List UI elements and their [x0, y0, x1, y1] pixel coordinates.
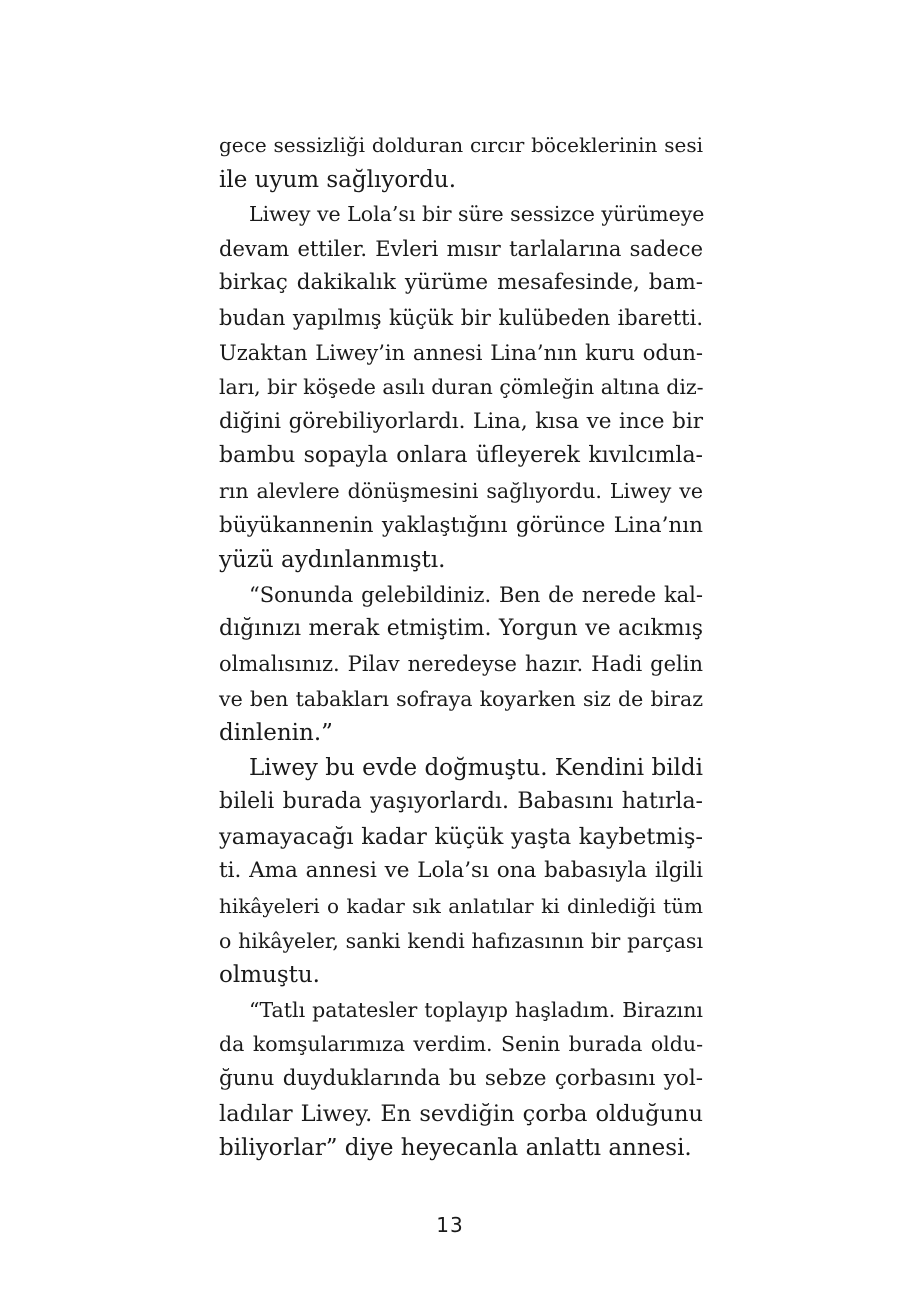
- text-line: “Tatlı patatesler toplayıp haşladım. Birazını: [249, 997, 703, 1022]
- text-line: birkaç dakikalık yürüme mesafesinde, bam-: [219, 270, 703, 296]
- text-line: biliyorlar” diye heyecanla anlattı annesi.: [219, 1135, 692, 1162]
- text-line: ile uyum sağlıyordu.: [219, 166, 457, 193]
- text-line: o hikâyeler, sanki kendi hafızasının bir parçası: [219, 928, 703, 953]
- text-line: Uzaktan Liwey’in annesi Lina’nın kuru odun-: [219, 340, 703, 365]
- text-line: diğini görebiliyorlardı. Lina, kısa ve ince bir: [219, 408, 703, 434]
- text-line: Liwey bu evde doğmuştu. Kendini bildi: [249, 754, 703, 781]
- text-line: bambu sopayla onlara üfleyerek kıvılcımla-: [219, 443, 703, 469]
- text-line: olmuştu.: [219, 962, 320, 989]
- text-line: bileli burada yaşıyorlardı. Babasını hatırla-: [219, 789, 703, 815]
- text-line: budan yapılmış küçük bir kulübeden ibaretti.: [219, 305, 703, 330]
- page-number: 13: [436, 1213, 464, 1237]
- text-line: büyükannenin yaklaştığını görünce Lina’nın: [219, 512, 703, 538]
- body-text: [219, 128, 703, 1166]
- text-line: “Sonunda gelebildiniz. Ben de nerede kal-: [249, 582, 703, 607]
- text-line: hikâyeleri o kadar sık anlatılar ki dinlediği tüm: [219, 894, 703, 919]
- text-line: Liwey ve Lola’sı bir süre sessizce yürümeye: [249, 202, 705, 227]
- text-line: ve ben tabakları sofraya koyarken siz de biraz: [219, 686, 703, 711]
- text-line: ğunu duyduklarında bu sebze çorbasını yol-: [219, 1066, 703, 1092]
- text-line: ladılar Liwey. En sevdiğin çorba olduğunu: [219, 1100, 703, 1127]
- text-line: da komşularımıza verdim. Senin burada oldu-: [219, 1032, 703, 1057]
- text-line: dinlenin.”: [219, 720, 333, 747]
- text-line: ti. Ama annesi ve Lola’sı ona babasıyla ilgili: [219, 858, 703, 884]
- text-line: rın alevlere dönüşmesini sağlıyordu. Liwey ve: [219, 478, 703, 503]
- text-line: yamayacağı kadar küçük yaşta kaybetmiş-: [219, 823, 703, 850]
- text-line: devam ettiler. Evleri mısır tarlalarına sadece: [219, 236, 703, 261]
- text-line: dığınızı merak etmiştim. Yorgun ve acıkmış: [219, 616, 703, 642]
- text-line: olmalısınız. Pilav neredeyse hazır. Hadi gelin: [219, 651, 703, 676]
- text-line: gece sessizliği dolduran cırcır böceklerinin sesi: [219, 133, 703, 157]
- text-line: yüzü aydınlanmıştı.: [219, 547, 446, 574]
- text-line: ları, bir köşede asılı duran çömleğin altına diz-: [219, 375, 704, 400]
